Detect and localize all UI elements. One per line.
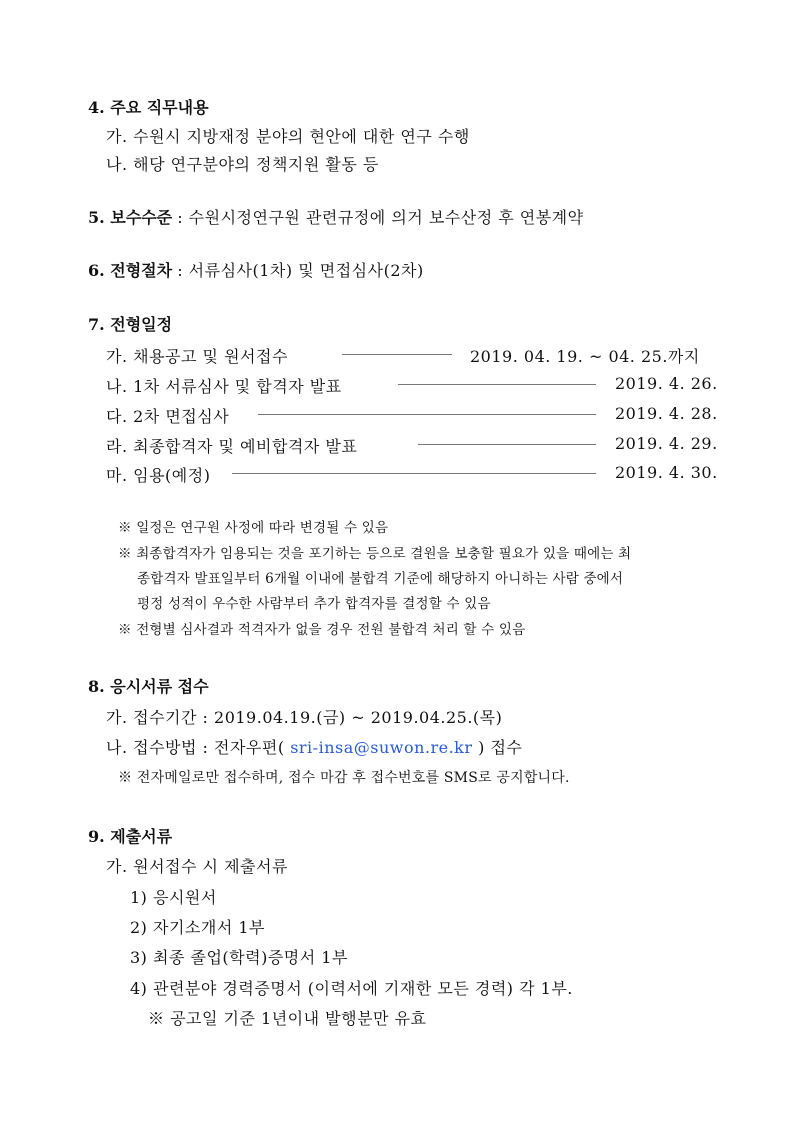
document-item-2: 2) 자기소개서 1부: [130, 918, 266, 937]
application-note: ※ 전자메일로만 접수하며, 접수 마감 후 접수번호를 SMS로 공지합니다.: [118, 770, 570, 786]
schedule-row-3-leader: [258, 414, 596, 415]
schedule-note-3: ※ 전형별 심사결과 적격자가 없을 경우 전원 불합격 처리 할 수 있음: [118, 622, 526, 638]
schedule-row-2-leader: [398, 384, 596, 385]
schedule-note-2-cont-1: 종합격자 발표일부터 6개월 이내에 불합격 기준에 해당하지 아니하는 사람 중에서: [137, 571, 624, 587]
documents-subtitle: 가. 원서접수 시 제출서류: [106, 857, 288, 876]
schedule-row-5-leader: [232, 473, 596, 474]
document-item-4: 4) 관련분야 경력증명서 (이력서에 기재한 모든 경력) 각 1부.: [130, 979, 573, 998]
section-4-item-2: 나. 해당 연구분야의 정책지원 활동 등: [106, 155, 379, 174]
schedule-row-4-leader: [418, 444, 596, 445]
schedule-row-4-label: 라. 최종합격자 및 예비합격자 발표: [106, 437, 358, 456]
schedule-row-3-date: 2019. 4. 28.: [615, 404, 718, 423]
application-method: [106, 735, 522, 758]
section-6: [88, 258, 424, 281]
schedule-row-5-date: 2019. 4. 30.: [615, 463, 718, 482]
section-5-text: : 수원시정연구원 관련규정에 의거 보수산정 후 연봉계약: [177, 208, 584, 227]
schedule-row-4-date: 2019. 4. 29.: [615, 434, 718, 453]
application-method-suffix: ) 접수: [478, 738, 523, 757]
documents-note: ※ 공고일 기준 1년이내 발행분만 유효: [148, 1009, 427, 1028]
section-6-text: : 서류심사(1차) 및 면접심사(2차): [177, 261, 424, 280]
section-9-title: 9. 제출서류: [88, 827, 173, 846]
schedule-row-5-label: 마. 임용(예정): [106, 466, 211, 485]
email-link[interactable]: sri-insa@suwon.re.kr: [290, 738, 473, 757]
application-method-prefix: 나. 접수방법 : 전자우편(: [106, 738, 285, 757]
schedule-row-1-date: 2019. 04. 19. ~ 04. 25.까지: [470, 347, 700, 366]
schedule-row-3-label: 다. 2차 면접심사: [106, 407, 230, 426]
schedule-note-2: ※ 최종합격자가 임용되는 것을 포기하는 등으로 결원을 보충할 필요가 있을 때에는 최: [118, 546, 632, 562]
schedule-note-2-cont-2: 평정 성적이 우수한 사람부터 추가 합격자를 결정할 수 있음: [137, 596, 491, 612]
schedule-row-1-label: 가. 채용공고 및 원서접수: [106, 347, 288, 366]
section-5-title: 5. 보수수준: [88, 208, 173, 227]
document-item-3: 3) 최종 졸업(학력)증명서 1부: [130, 948, 348, 967]
schedule-row-2-date: 2019. 4. 26.: [615, 374, 718, 393]
document-item-1: 1) 응시원서: [130, 888, 217, 907]
section-7-title: 7. 전형일정: [88, 315, 173, 334]
section-8-title: 8. 응시서류 접수: [88, 677, 209, 696]
section-4-item-1: 가. 수원시 지방재정 분야의 현안에 대한 연구 수행: [106, 127, 470, 146]
schedule-row-1-leader: [342, 354, 452, 355]
section-5: [88, 205, 584, 228]
section-4-title: 4. 주요 직무내용: [88, 98, 209, 117]
schedule-note-1: ※ 일정은 연구원 사정에 따라 변경될 수 있음: [118, 520, 389, 536]
application-period: 가. 접수기간 : 2019.04.19.(금) ~ 2019.04.25.(목): [106, 708, 503, 727]
section-6-title: 6. 전형절차: [88, 261, 173, 280]
schedule-row-2-label: 나. 1차 서류심사 및 합격자 발표: [106, 377, 342, 396]
